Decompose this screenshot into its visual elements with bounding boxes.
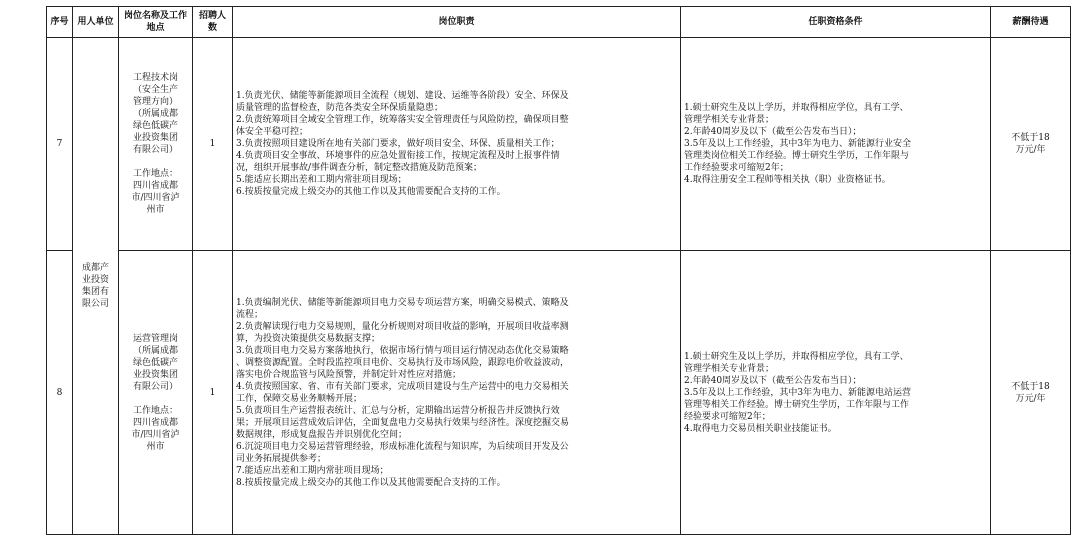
position-line: 有限公司） [132,381,178,392]
table-row [47,251,1071,535]
requirement-line: 经验要求可缩短2年； [684,411,771,422]
requirement-line: 1.硕士研究生及以上学历，并取得相应学位，具有工学、 [684,103,909,113]
row-seq: 7 [47,38,73,251]
duty-line: 况，组织开展事故/事件调查分析，制定整改措施及防范预案； [236,163,483,173]
duty-line: 司业务拓展提供参考； [236,453,327,464]
requirement-line: 管理等相关工作经验。博士研究生学历，工作年限与工作 [684,399,910,410]
requirement-line: 3.5年及以上工作经验，其中3年为电力、新能源行业安全 [684,139,912,149]
position-line: 业投资集团 [132,369,178,380]
duty-line: 、调整资源配置。全时段监控项目电价、交易执行及市场风险，跟踪电价收益波动， [236,357,570,368]
position-spacer [122,156,189,168]
requirements-cell [681,38,991,251]
duty-line: 落实电价合规监管与风险预警，并制定针对性应对措施； [236,369,462,380]
duty-line: 2.负责解读现行电力交易规则，量化分析规则对项目收益的影响，开展项目收益率测 [236,321,569,332]
duty-line: 1.负责编制光伏、储能等新能源项目电力交易专项运营方案，明确交易模式、策略及 [236,297,569,308]
duty-line: 流程； [236,309,264,320]
requirement-line: 1.硕士研究生及以上学历，并取得相应学位，具有工学、 [684,351,909,362]
duty-line: 2.负责统筹项目全域安全管理工作，统筹落实安全管理责任与风险防控，确保项目整 [236,115,569,125]
salary-line: 万元/年 [1015,393,1046,404]
employer-line: 成都产 [81,263,109,273]
employer-line: 业投资 [81,275,109,285]
duty-line: 果；开展项目运营成效后评估，全面复盘电力交易执行效果与经济性。深度挖掘交易 [236,417,570,428]
salary-line: 不低于18 [1011,381,1050,392]
table-row [47,38,1071,251]
position-line: （所属成都 [132,345,178,356]
employer-cell [73,38,119,535]
duty-line: 8.按质按量完成上级交办的其他工作以及其他需要配合支持的工作。 [236,477,506,488]
headcount-cell: 1 [193,251,233,535]
position-line: 四川省成都 [132,417,178,428]
header-headcount: 招聘人数 [193,7,233,38]
job-table [46,6,1071,535]
position-line: 州市 [146,205,165,215]
position-line: （安全生产 [132,85,178,95]
requirement-line: 2.年龄40周岁及以下（截至公告发布当日）； [684,127,862,137]
requirement-line: 4.取得电力交易员相关职业技能证书。 [684,423,837,434]
header-salary: 薪酬待遇 [991,7,1071,38]
duty-line: 5.能适应长期出差和工期内常驻项目现场； [236,175,407,185]
header-duties: 岗位职责 [233,7,681,38]
requirement-line: 工作经验要求可缩短2年； [684,163,789,173]
requirement-line: 4.取得注册安全工程师等相关执（职）业资格证书。 [684,175,891,185]
position-line: 市/四川省泸 [131,429,180,440]
requirement-line: 管理学相关专业背景； [684,115,775,125]
header-employer: 用人单位 [73,7,119,38]
salary-line: 万元/年 [1015,145,1046,155]
position-spacer [122,393,189,405]
position-line: 市/四川省泸 [131,193,180,203]
headcount-cell: 1 [193,38,233,251]
position-line: 运营管理岗 [132,333,178,344]
salary-line: 不低于18 [1011,133,1050,143]
header-row [47,7,1071,38]
position-line: 四川省成都 [132,181,178,191]
header-seq: 序号 [47,7,73,38]
salary-cell [991,251,1071,535]
duty-line: 3.负责项目电力交易方案落地执行，依据市场行情与项目运行情况动态优化交易策略 [236,345,569,356]
duty-line: 5.负责项目生产运营报表统计、汇总与分析，定期输出运营分析报告并反馈执行效 [236,405,560,416]
requirement-line: 2.年龄40周岁及以下（截至公告发布当日）； [684,375,862,386]
row-seq: 8 [47,251,73,535]
duty-line: 质量管理的监督检查，防范各类安全环保质量隐患； [236,103,444,113]
employer-line: 限公司 [81,299,109,309]
position-line: 绿色低碳产 [132,357,178,368]
requirement-line: 管理学相关专业背景； [684,363,775,374]
duty-line: 3.负责按照项目建设所在地有关部门要求，做好项目安全、环保、质量相关工作； [236,139,560,149]
duty-line: 算，为投资决策提供交易数据支撑； [236,333,381,344]
duty-line: 4.负责按照国家、省、市有关部门要求，完成项目建设与生产运营中的电力交易相关 [236,381,569,392]
duty-line: 体安全平稳可控； [236,127,309,137]
duties-cell [233,38,681,251]
position-line: 业投资集团 [132,133,178,143]
position-cell [119,251,193,535]
requirement-line: 3.5年及以上工作经验，其中3年为电力、新能源电站运营 [684,387,912,398]
duty-line: 4.负责项目安全事故、环境事件的应急处置衔接工作，按规定流程及时上报事件情 [236,151,560,161]
duty-line: 6.沉淀项目电力交易运营管理经验，形成标准化流程与知识库，为后续项目开发及公 [236,441,569,452]
position-line: 工程技术岗 [132,73,178,83]
position-line: 有限公司） [132,145,178,155]
duty-line: 工作，保障交易业务顺畅开展； [236,393,363,404]
position-line: 工作地点： [132,405,178,416]
requirement-line: 管理类岗位相关工作经验。博士研究生学历，工作年限与 [684,151,910,161]
duty-line: 数据规律，形成复盘报告并识别优化空间； [236,429,408,440]
duty-line: 7.能适应出差和工期内常驻项目现场； [236,465,389,476]
header-position: 岗位名称及工作地点 [119,7,193,38]
duties-cell [233,251,681,535]
position-line: 州市 [146,441,165,452]
requirements-cell [681,251,991,535]
header-requirements: 任职资格条件 [681,7,991,38]
position-line: 管理方向） [132,97,178,107]
duty-line: 1.负责光伏、储能等新能源项目全流程（规划、建设、运维等各阶段）安全、环保及 [236,91,569,101]
position-line: 绿色低碳产 [132,121,178,131]
employer-line: 集团有 [81,287,109,297]
position-line: 工作地点： [132,169,178,179]
duty-line: 6.按质按量完成上级交办的其他工作以及其他需要配合支持的工作。 [236,187,506,197]
salary-cell [991,38,1071,251]
position-cell [119,38,193,251]
position-line: （所属成都 [132,109,178,119]
